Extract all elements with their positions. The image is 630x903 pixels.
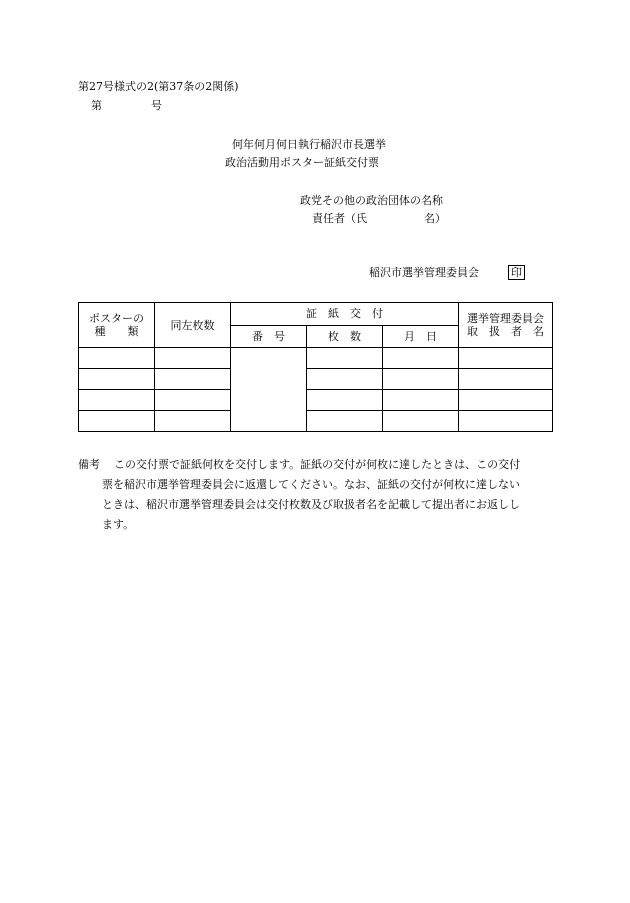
issue-number-prefix: 第: [91, 99, 102, 112]
remarks-line3: ときは、稲沢市選挙管理委員会は交付枚数及び取扱者名を記載して提出者にお返しし: [102, 498, 520, 511]
header-poster-type: [79, 303, 155, 348]
cell-date: [383, 411, 459, 432]
cell-number-merged: [231, 348, 307, 432]
cell-count: [307, 390, 383, 411]
header-count: 枚 数: [307, 325, 383, 348]
cell-quantity: [155, 348, 231, 369]
cell-poster-type: [79, 411, 155, 432]
cell-poster-type: [79, 348, 155, 369]
header-date: 月 日: [383, 325, 459, 348]
cell-poster-type: [79, 369, 155, 390]
table-row: [79, 411, 553, 432]
header-quantity: 同左枚数: [155, 303, 231, 348]
cell-handler: [459, 369, 553, 390]
header-poster-type-line1: ポスターの: [89, 312, 144, 325]
table-header-row-1: [79, 303, 553, 326]
seal-label: 印: [508, 265, 525, 280]
cell-date: [383, 390, 459, 411]
remarks-line1: この交付票で証紙何枚を交付します。証紙の交付が何枚に達したときは、この交付: [114, 458, 521, 471]
cell-count: [307, 411, 383, 432]
header-poster-type-line2: 種 類: [94, 325, 139, 338]
stamp-issue-table: [78, 302, 553, 432]
header-handler: [459, 303, 553, 348]
cell-quantity: [155, 369, 231, 390]
responsible-person-label: 責任者（氏: [312, 212, 367, 225]
cell-count: [307, 348, 383, 369]
header-stamp-issue: 証 紙 交 付: [231, 303, 459, 326]
cell-handler: [459, 411, 553, 432]
header-number: 番 号: [231, 325, 307, 348]
header-handler-line2: 取 扱 者 名: [467, 325, 544, 338]
cell-count: [307, 369, 383, 390]
table-row: [79, 348, 553, 369]
issue-number-suffix: 号: [151, 99, 162, 112]
cell-handler: [459, 390, 553, 411]
form-number: 第27号様式の2(第37条の2関係): [78, 80, 239, 93]
remarks-line2: 票を稲沢市選挙管理委員会に返還してください。なお、証紙の交付が何枚に達しない: [102, 478, 520, 491]
remarks-line4: ます。: [102, 518, 135, 531]
cell-quantity: [155, 390, 231, 411]
remarks-label: 備考: [78, 458, 100, 471]
cell-date: [383, 369, 459, 390]
issuing-committee: 稲沢市選挙管理委員会: [369, 266, 479, 279]
responsible-person-suffix: 名）: [424, 212, 446, 225]
seal-mark: [508, 265, 525, 280]
document-title-line2: 政治活動用ポスター証紙交付票: [225, 156, 379, 169]
cell-poster-type: [79, 390, 155, 411]
cell-date: [383, 348, 459, 369]
party-name-label: 政党その他の政治団体の名称: [300, 194, 443, 207]
cell-handler: [459, 348, 553, 369]
table-row: [79, 369, 553, 390]
cell-quantity: [155, 411, 231, 432]
table-row: [79, 390, 553, 411]
document-title-line1: 何年何月何日執行稲沢市長選挙: [232, 138, 386, 151]
header-handler-line1: 選挙管理委員会: [467, 312, 544, 325]
